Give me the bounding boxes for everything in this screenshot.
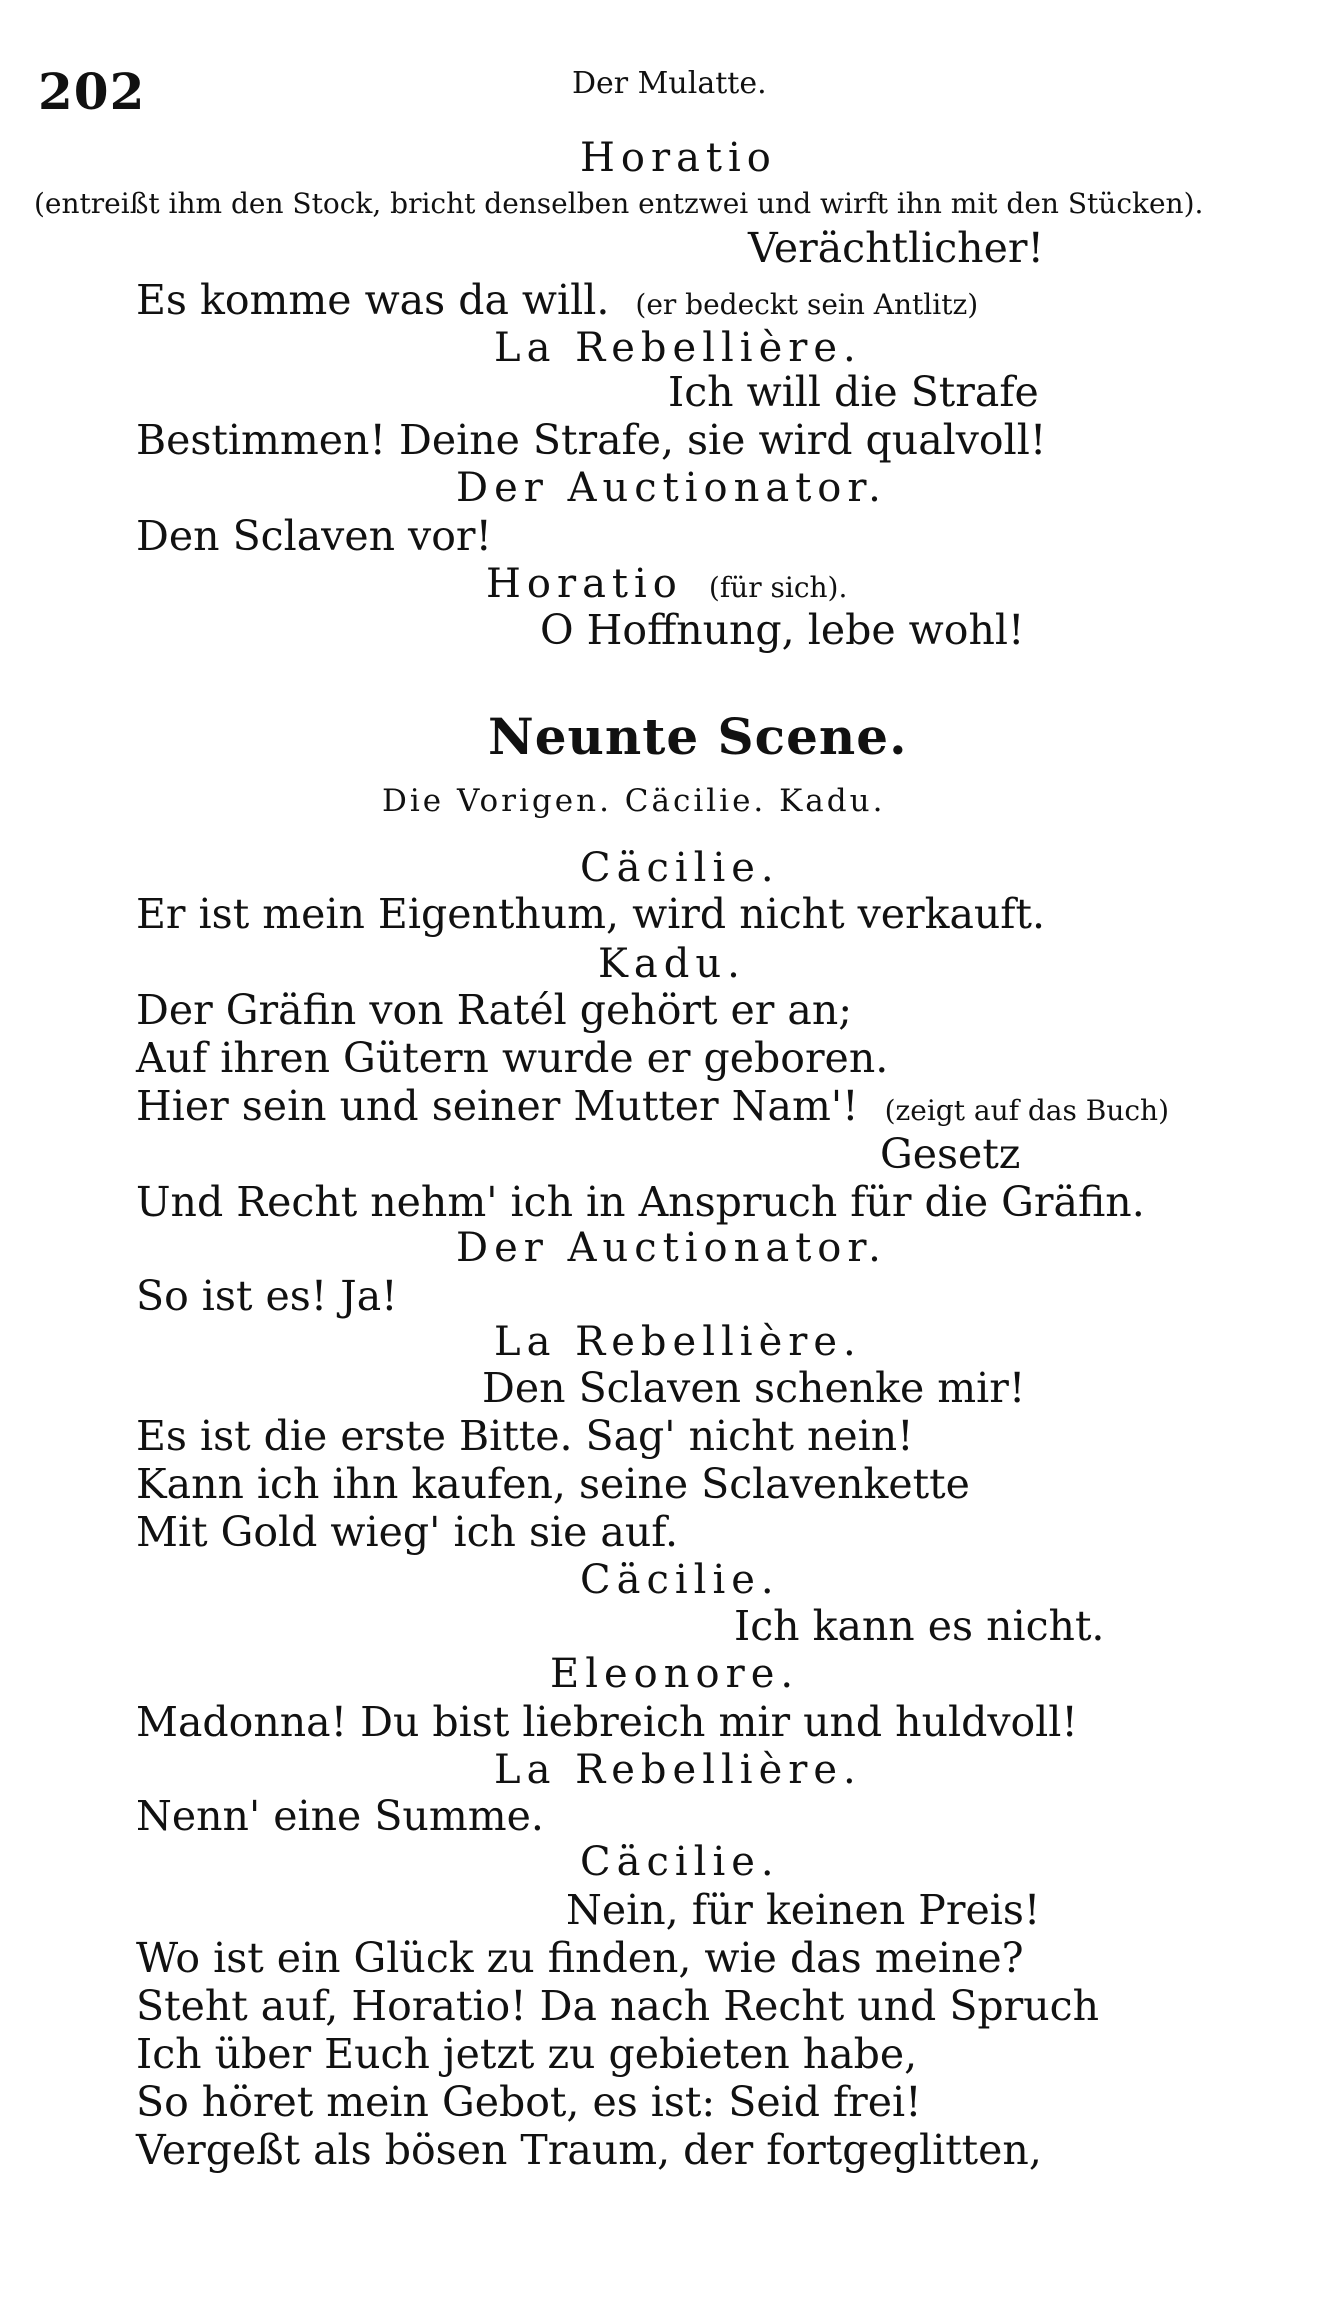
verse-line: Der Gräfin von Ratél gehört er an;: [136, 986, 853, 1034]
verse-line: O Hoffnung, lebe wohl!: [540, 606, 1025, 654]
verse-line: Vergeßt als bösen Traum, der fortgeglitten,: [136, 2126, 1042, 2174]
speaker-horatio: Horatio (für sich).: [486, 561, 848, 607]
verse-line: Ich kann es nicht.: [734, 1602, 1105, 1650]
verse-line: Ich über Euch jetzt zu gebieten habe,: [136, 2030, 918, 2078]
verse-line: So höret mein Gebot, es ist: Seid frei!: [136, 2078, 922, 2126]
verse-line: Wo ist ein Glück zu finden, wie das meine?: [136, 1934, 1024, 1982]
speaker-la-rebelliere: La Rebellière.: [494, 1747, 862, 1793]
speaker-caecilie: Cäcilie.: [580, 1839, 780, 1885]
speaker-caecilie: Cäcilie.: [580, 1557, 780, 1603]
stage-direction: (zeigt auf das Buch): [884, 1094, 1170, 1127]
verse-line: So ist es! Ja!: [136, 1272, 398, 1320]
verse-line: Kann ich ihn kaufen, seine Sclavenkette: [136, 1460, 970, 1508]
speaker-der-auctionator: Der Auctionator.: [456, 465, 887, 511]
speaker-la-rebelliere: La Rebellière.: [494, 325, 862, 371]
verse-line: Gesetz: [880, 1130, 1021, 1178]
cast-list: Die Vorigen. Cäcilie. Kadu.: [382, 783, 886, 819]
speaker-caecilie: Cäcilie.: [580, 845, 780, 891]
verse-line: Nein, für keinen Preis!: [566, 1886, 1041, 1934]
stage-direction: (für sich).: [708, 571, 848, 604]
verse-line: Mit Gold wieg' ich sie auf.: [136, 1508, 679, 1556]
verse-line: Steht auf, Horatio! Da nach Recht und Spruch: [136, 1982, 1100, 2030]
verse-line: Und Recht nehm' ich in Anspruch für die Gräfin.: [136, 1178, 1145, 1226]
stage-direction: (er bedeckt sein Antlitz): [635, 288, 979, 321]
stage-direction: (entreißt ihm den Stock, bricht denselben entzwei und wirft ihn mit den Stücken).: [34, 187, 1204, 220]
speaker-kadu: Kadu.: [598, 941, 746, 987]
verse-line: Madonna! Du bist liebreich mir und huldvoll!: [136, 1698, 1078, 1746]
speaker-eleonore: Eleonore.: [550, 1651, 800, 1697]
verse-line: Nenn' eine Summe.: [136, 1792, 544, 1840]
page-number: 202: [38, 62, 146, 121]
verse-line: Bestimmen! Deine Strafe, sie wird qualvoll!: [136, 416, 1047, 464]
verse-line: Es komme was da will. (er bedeckt sein Antlitz): [136, 276, 979, 324]
verse-line: Den Sclaven schenke mir!: [482, 1364, 1026, 1412]
speaker-la-rebelliere: La Rebellière.: [494, 1319, 862, 1365]
verse-line: Er ist mein Eigenthum, wird nicht verkauft.: [136, 890, 1045, 938]
speaker-der-auctionator: Der Auctionator.: [456, 1225, 887, 1271]
verse-line: Ich will die Strafe: [668, 368, 1039, 416]
verse-line: Verächtlicher!: [748, 224, 1044, 272]
verse-line: Auf ihren Gütern wurde er geboren.: [136, 1034, 889, 1082]
scene-title: Neunte Scene.: [488, 707, 908, 766]
verse-line: Den Sclaven vor!: [136, 512, 492, 560]
verse-line: Es ist die erste Bitte. Sag' nicht nein!: [136, 1412, 914, 1460]
verse-line: Hier sein und seiner Mutter Nam'! (zeigt auf das Buch): [136, 1082, 1170, 1130]
running-title: Der Mulatte.: [572, 66, 767, 101]
speaker-horatio: Horatio: [580, 135, 777, 181]
